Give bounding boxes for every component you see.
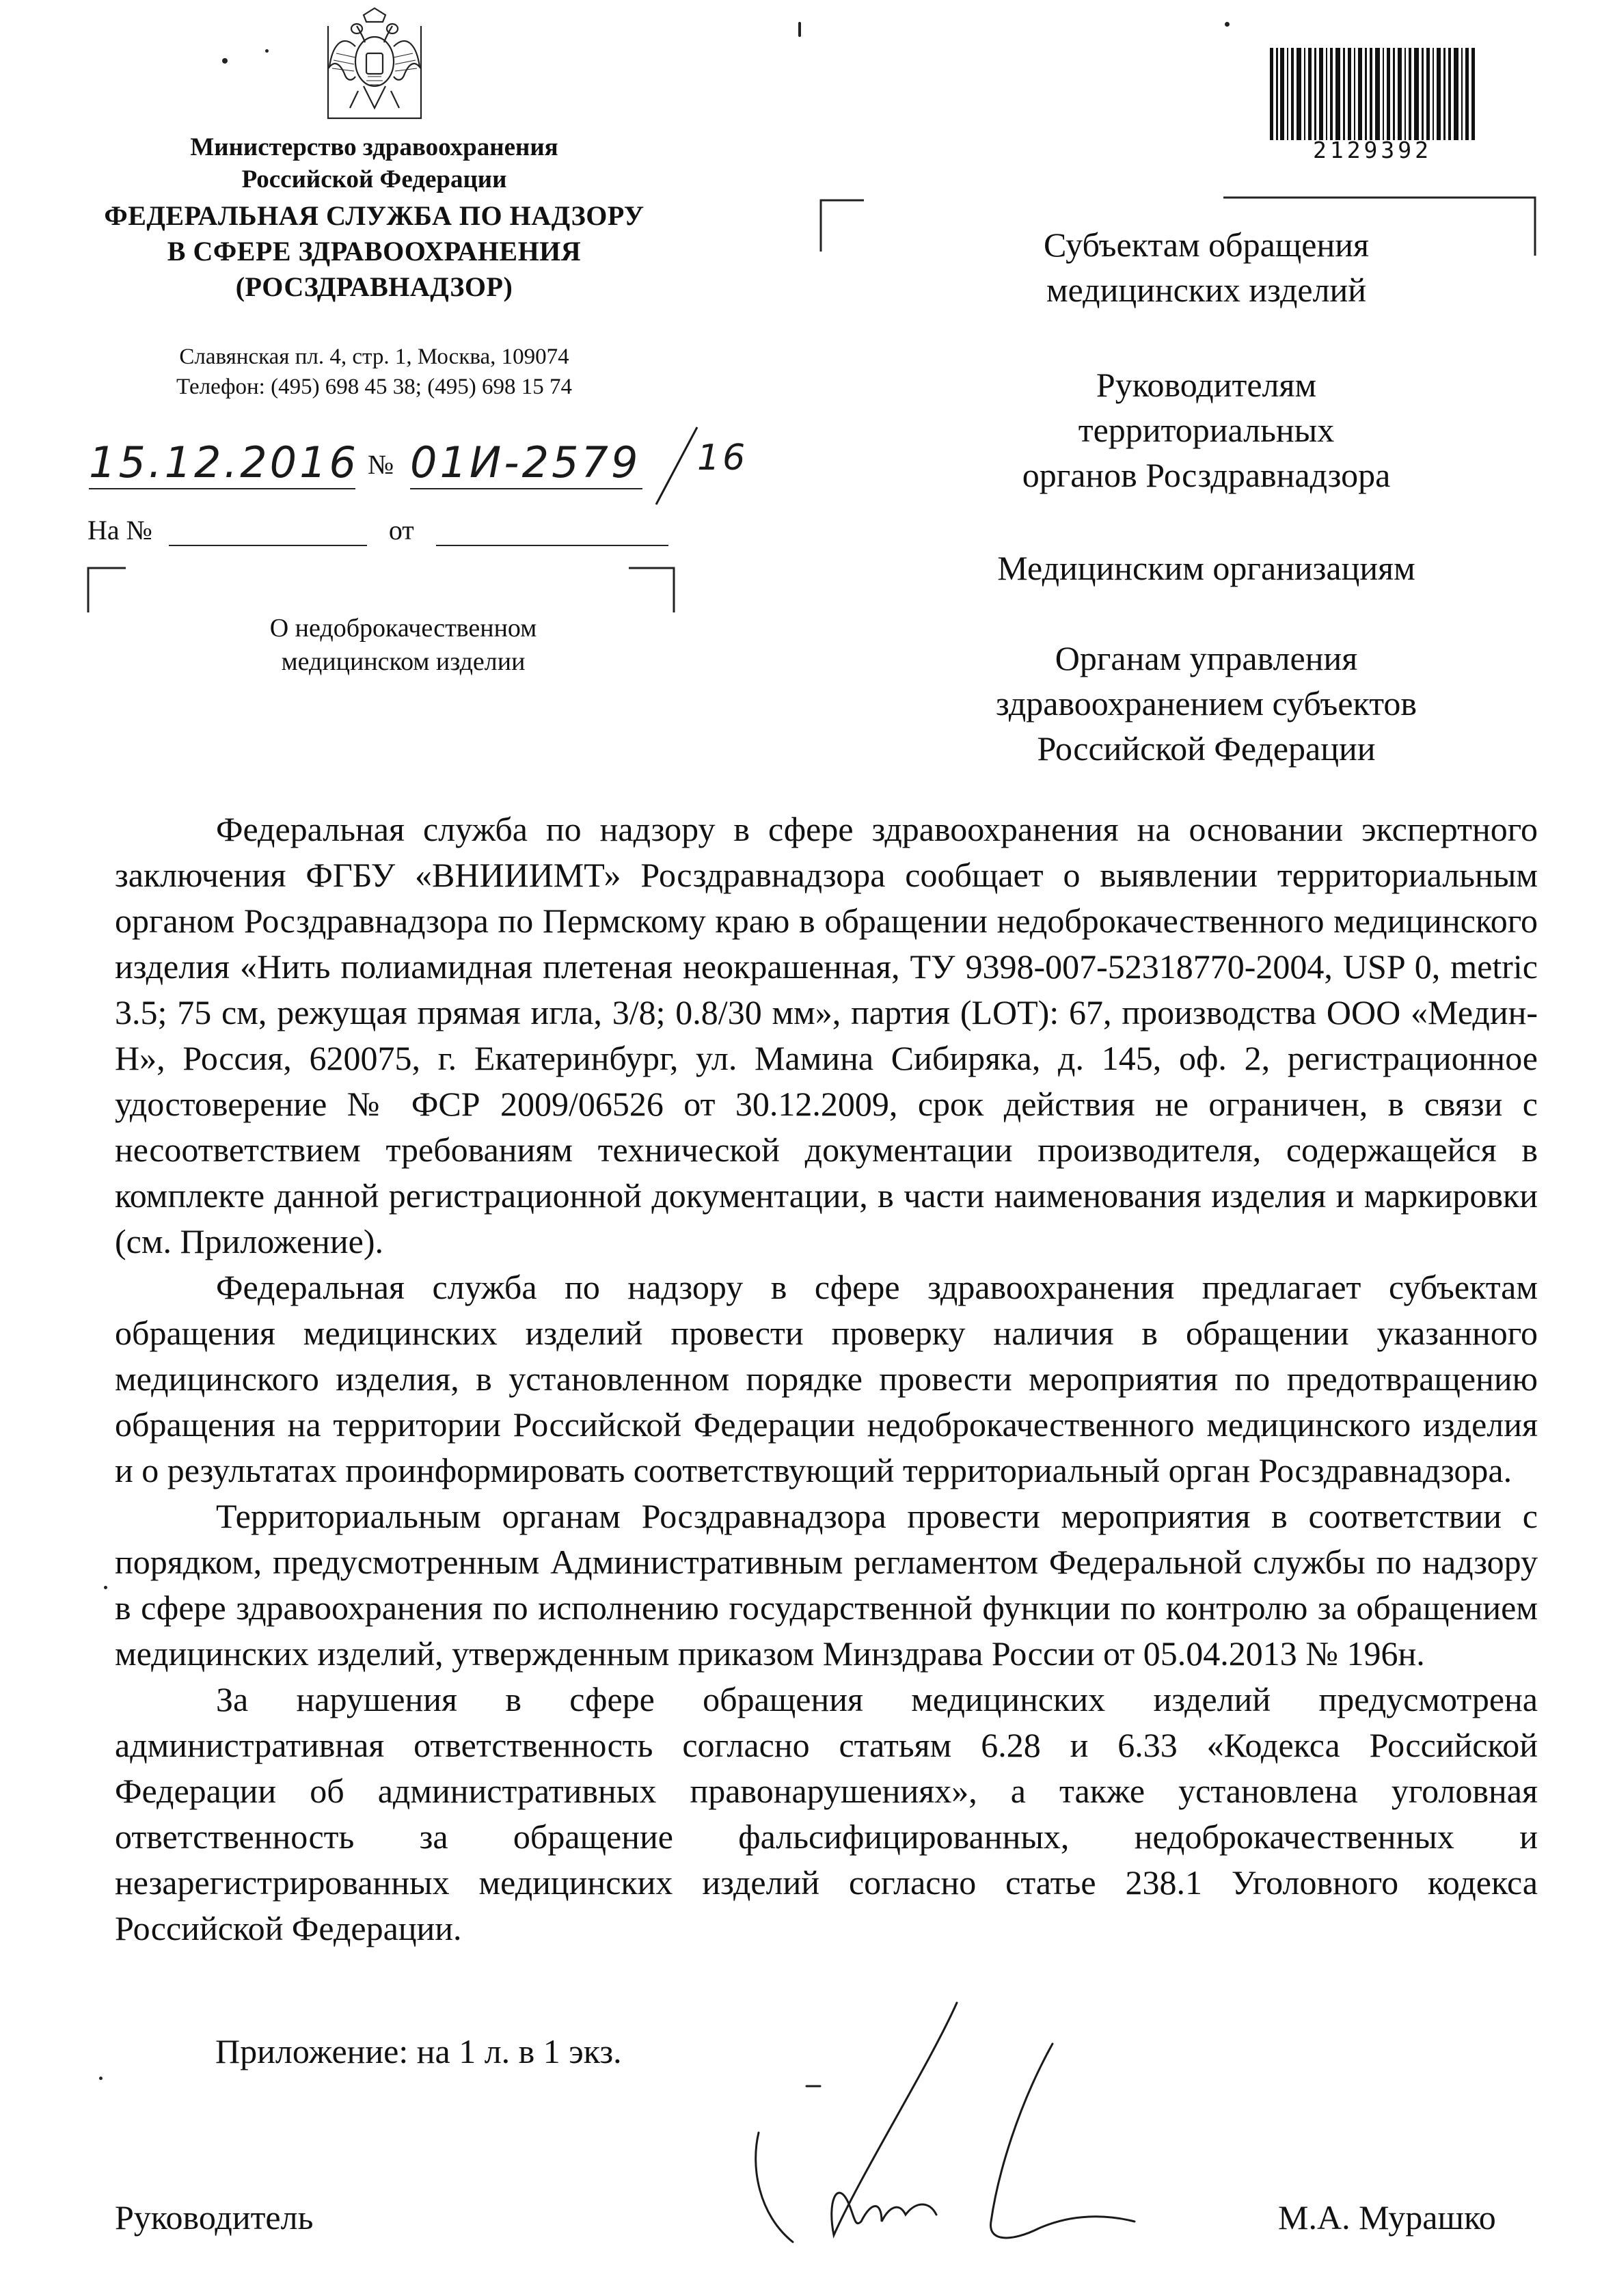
body-paragraph-3: Территориальным органам Росздравнадзора провести мероприятия в соответствии с порядком, предусмотренным Административным регламентом Федеральной службы по надзору в сфере здравоохранения по исполнению государственной функции по контролю за обращением медицинских изделий, утвержденным приказом Минздрава России от 05.04.2013 № 196н.: [115, 1497, 1538, 1673]
addressee-4-line-2: здравоохранением субъектов: [995, 684, 1417, 722]
subject-line-2: медицинском изделии: [281, 647, 526, 676]
signatory-name: М.А. Мурашко: [1278, 2198, 1496, 2237]
reference-number-label: На №: [87, 515, 152, 545]
reference-row: [87, 514, 668, 546]
registration-number: 01И-2579: [410, 437, 641, 487]
reference-number-blank: [169, 522, 367, 546]
addressee-2-line-2: территориальных: [1078, 411, 1335, 449]
coat-of-arms-emblem: [323, 5, 426, 122]
service-line-1: ФЕДЕРАЛЬНАЯ СЛУЖБА ПО НАДЗОРУ: [104, 200, 644, 231]
letter-body: [115, 807, 1538, 1951]
body-paragraph-1: Федеральная служба по надзору в сфере здравоохранения на основании экспертного заключения ФГБУ «ВНИИИМТ» Росздравнадзора сообщает о выявлении территориальным органом Росздравнадзора по Пермскому краю в обращении недоброкачественного медицинского изделия «Нить полиамидная плетеная неокрашенная, ТУ 9398-007-52318770-2004, USP 0, metric 3.5; 75 см, режущая прямая игла, 3/8; 0.8/30 мм», партия (LOT): 67, производства ООО «Медин-Н», Россия, 620075, г. Екатеринбург, ул. Мамина Сибиряка, д. 145, оф. 2, регистрационное удостоверение № ФСР 2009/06526 от 30.12.2009, срок действия не ограничен, в связи с несоответствием требованиям технической документации производителя, содержащейся в комплекте данной регистрационной документации, в части наименования изделия и маркировки (см. Приложение).: [115, 810, 1538, 1260]
addressee-bracket-left: [819, 198, 867, 253]
service-line-3: (РОСЗДРАВНАДЗОР): [235, 271, 513, 302]
ministry-line-2: Российской Федерации: [241, 165, 507, 193]
addressee-4: [909, 636, 1504, 771]
addressee-2-line-3: органов Росздравнадзора: [1022, 456, 1391, 494]
service-name: [0, 198, 748, 305]
ministry-line-1: Министерство здравоохранения: [190, 133, 558, 161]
addressee-2: [909, 362, 1504, 498]
subject-bracket-left: [86, 566, 127, 614]
handwritten-signature: [752, 1996, 1196, 2263]
scan-speck: [222, 58, 228, 64]
registration-line: [89, 437, 759, 499]
letter-subject: [198, 612, 608, 679]
signatory-role: Руководитель: [115, 2198, 314, 2237]
body-paragraph-4: За нарушения в сфере обращения медицинских изделий предусмотрена административная ответственность согласно статьям 6.28 и 6.33 «Кодекса Российской Федерации об административных правонарушениях», а также установлена уголовная ответственность за обращение фальсифицированных, недоброкачественных и незарегистрированных медицинских изделий согласно статье 238.1 Уголовного кодекса Российской Федерации.: [115, 1680, 1538, 1947]
body-paragraph-2: Федеральная служба по надзору в сфере здравоохранения предлагает субъектам обращения медицинских изделий провести проверку наличия в обращении указанного медицинского изделия, в установленном порядке провести мероприятия по предотвращению обращения на территории Российской Федерации недоброкачественного медицинского изделия и о результатах проинформировать соответствующий территориальный орган Росздравнадзора.: [115, 1268, 1538, 1489]
postal-address: Славянская пл. 4, стр. 1, Москва, 109074: [179, 345, 569, 369]
scan-speck: [798, 22, 801, 37]
scan-speck: [265, 49, 269, 53]
addressee-2-line-1: Руководителям: [1096, 366, 1317, 404]
date-underline: [89, 485, 362, 492]
scan-speck: [99, 2077, 103, 2080]
service-line-2: В СФЕРЕ ЗДРАВООХРАНЕНИЯ: [167, 236, 582, 267]
addressee-3-line-1: Медицинским организациям: [997, 549, 1415, 587]
handwritten-slash: [649, 424, 704, 506]
subject-bracket-right: [629, 566, 677, 614]
subject-line-1: О недоброкачественном: [269, 614, 537, 643]
attachment-note: Приложение: на 1 л. в 1 экз.: [215, 2032, 622, 2070]
phone-numbers: Телефон: (495) 698 45 38; (495) 698 15 74: [176, 375, 572, 399]
addressee-3: [909, 545, 1504, 591]
registration-suffix: 16: [697, 437, 748, 478]
barcode-number: 2129392: [1312, 137, 1433, 163]
scan-speck: [104, 1586, 107, 1589]
registration-date: 15.12.2016: [89, 437, 359, 487]
reference-date-label: от: [388, 515, 414, 545]
number-sign: №: [368, 449, 394, 480]
addressee-4-line-1: Органам управления: [1055, 639, 1358, 677]
barcode: [1270, 48, 1475, 140]
addressee-1-line-2: медицинских изделий: [1046, 271, 1367, 309]
addressee-1-line-1: Субъектам обращения: [1044, 226, 1369, 264]
scan-speck: [1225, 22, 1230, 27]
addressee-4-line-3: Российской Федерации: [1037, 729, 1376, 768]
number-underline: [410, 485, 649, 492]
reference-date-blank: [436, 522, 668, 546]
addressee-1: [909, 222, 1504, 312]
